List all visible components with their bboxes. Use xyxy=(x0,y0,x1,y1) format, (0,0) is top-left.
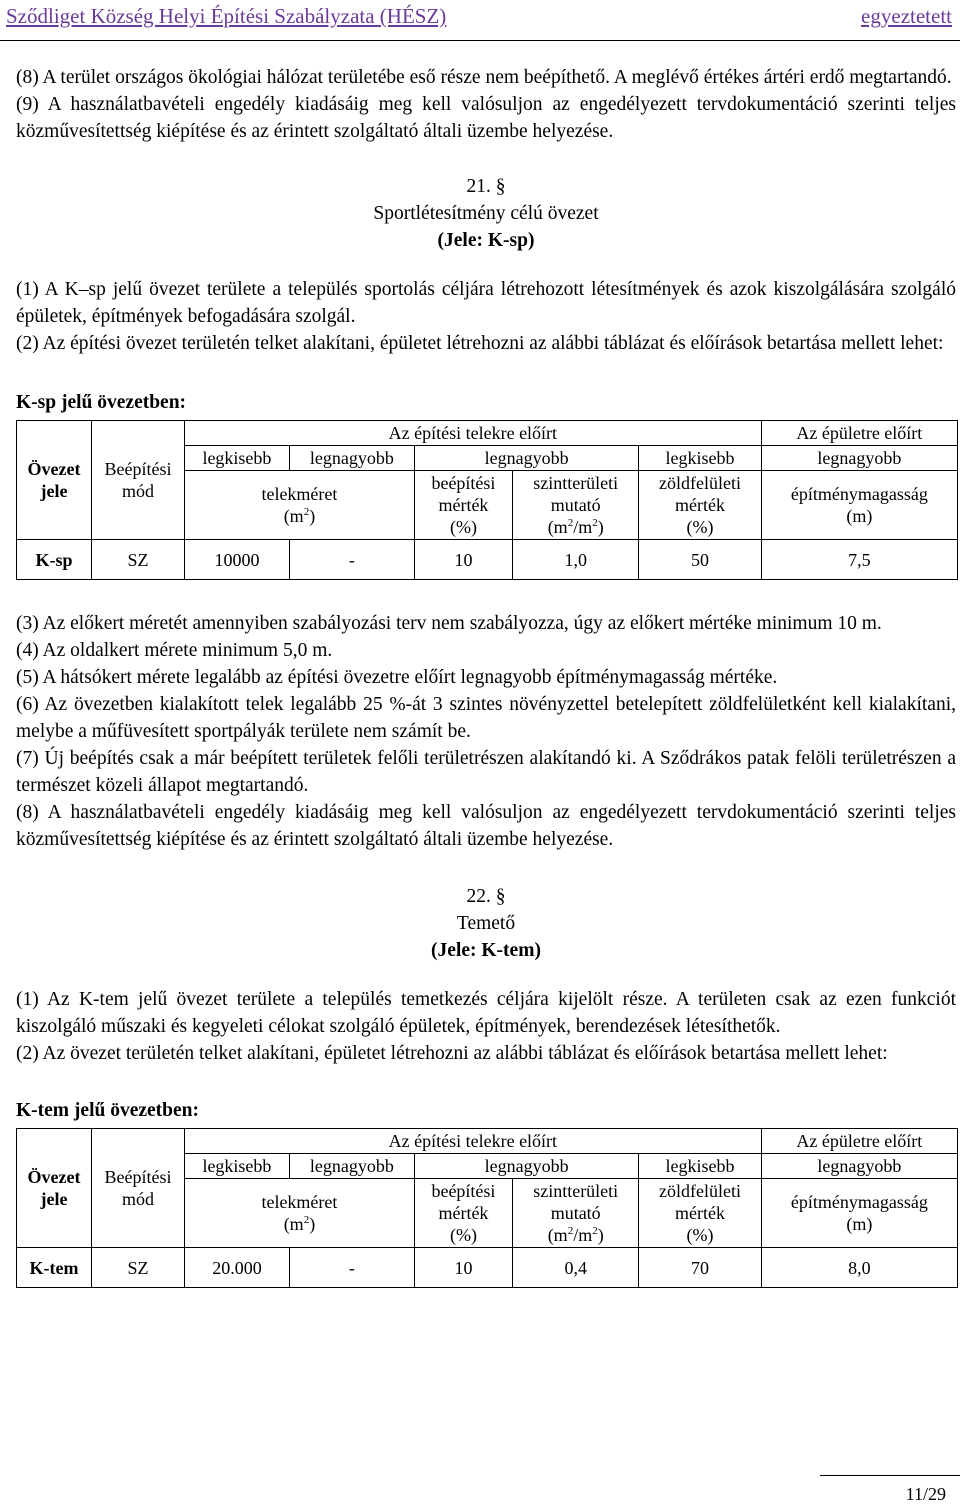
header-rule xyxy=(0,40,960,41)
section-title: Sportlétesítmény célú övezet xyxy=(373,203,599,224)
unit-m2: (m xyxy=(283,1214,304,1234)
col-mertek: mérték xyxy=(438,495,489,515)
document-title: Sződliget Község Helyi Építési Szabályzata (HÉSZ) xyxy=(6,4,447,28)
group-epuletre: Az épületre előírt xyxy=(761,421,957,446)
paragraph: (3) Az előkert méretét amennyiben szabályozási terv nem szabályozza, úgy az előkert mértéke minimum 10 m. xyxy=(16,613,882,634)
section-title: Temető xyxy=(456,913,516,934)
paragraph: (6) Az övezetben kialakított telek legalább 25 %-át 3 szintes növényzettel betelepített zöldfelületként kell kialakítani, melybe a műfüvesített sportpályák területe nem számít be. xyxy=(16,694,956,742)
col-jele: jele xyxy=(40,1189,68,1209)
unit-m: (m) xyxy=(846,1214,873,1234)
col-beepitesi: Beépítési xyxy=(104,459,172,479)
col-legnagyobb: legnagyobb xyxy=(414,446,638,471)
col-beepitesi: Beépítési xyxy=(104,1167,172,1187)
table-title: K-tem jelű övezetben: xyxy=(16,1100,200,1121)
col-mertek: mérték xyxy=(675,495,726,515)
col-jele: jele xyxy=(40,481,68,501)
table-cell: 10 xyxy=(414,1248,512,1288)
page-header xyxy=(0,0,960,44)
section-code: (Jele: K-sp) xyxy=(437,230,535,251)
table-cell: - xyxy=(289,540,414,580)
section-code: (Jele: K-tem) xyxy=(431,940,541,961)
col-legkisebb: legkisebb xyxy=(185,1154,290,1179)
col-mod: mód xyxy=(121,481,154,501)
footer-rule xyxy=(820,1475,960,1476)
table-cell: - xyxy=(289,1248,414,1288)
col-legkisebb: legkisebb xyxy=(185,446,290,471)
col-legnagyobb: legnagyobb xyxy=(761,1154,957,1179)
table-cell: 10000 xyxy=(185,540,290,580)
document-status: egyeztetett xyxy=(861,4,952,28)
paragraph: (7) Új beépítés csak a már beépített területek felőli területrészen alakítandó ki. A Sződrákos patak felöli területrészen a természet közeli állapot megtartandó. xyxy=(16,748,956,796)
table-cell: 0,4 xyxy=(513,1248,639,1288)
col-beepitesi-mertek: beépítési xyxy=(431,473,496,493)
unit-pct: (%) xyxy=(449,1225,477,1245)
paragraph: (9) A használatbavételi engedély kiadásáig meg kell valósuljon az engedélyezett tervdokumentáció szerinti teljes közművesítettség kiépítése és az érintett szolgáltató általi üzembe helyezése. xyxy=(16,94,956,142)
col-mutato: mutató xyxy=(550,1203,601,1223)
paragraph: (4) Az oldalkert mérete minimum 5,0 m. xyxy=(16,640,333,661)
col-telekmeret: telekméret xyxy=(261,1192,338,1212)
table-cell: 50 xyxy=(639,540,761,580)
col-legnagyobb: legnagyobb xyxy=(289,1154,414,1179)
col-zoldfeluleti: zöldfelületi xyxy=(659,1181,742,1201)
col-beepitesi-mertek: beépítési xyxy=(431,1181,496,1201)
col-legnagyobb: legnagyobb xyxy=(761,446,957,471)
col-szintteruleti: szintterületi xyxy=(533,1181,619,1201)
col-legnagyobb: legnagyobb xyxy=(289,446,414,471)
col-legnagyobb: legnagyobb xyxy=(414,1154,638,1179)
table-cell: 20.000 xyxy=(185,1248,290,1288)
table-cell: 1,0 xyxy=(513,540,639,580)
unit-pct: (%) xyxy=(686,1225,714,1245)
table-cell: 70 xyxy=(639,1248,761,1288)
table-cell: SZ xyxy=(92,1248,185,1288)
col-legkisebb: legkisebb xyxy=(639,1154,761,1179)
col-zoldfeluleti: zöldfelületi xyxy=(659,473,742,493)
unit-m2: (m xyxy=(283,506,304,526)
table-cell: 8,0 xyxy=(761,1248,957,1288)
table-cell: K-tem xyxy=(17,1248,92,1288)
col-epitmenymagassag: építménymagasság xyxy=(790,484,928,504)
col-mertek: mérték xyxy=(675,1203,726,1223)
paragraph: (8) A terület országos ökológiai hálózat területébe eső része nem beépíthető. A meglévő értékes ártéri erdő megtartandó. xyxy=(16,67,952,88)
section-number: 22. § xyxy=(466,886,506,907)
col-legkisebb: legkisebb xyxy=(639,446,761,471)
paragraph: (2) Az építési övezet területén telket alakítani, épületet létrehozni az alábbi táblázat és előírások betartása mellett lehet: xyxy=(16,333,944,354)
paragraph: (8) A használatbavételi engedély kiadásáig meg kell valósuljon az engedélyezett tervdokumentáció szerinti teljes közművesítettség kiépítése és az érintett szolgáltató általi üzembe helyezése. xyxy=(16,802,956,850)
paragraph: (2) Az övezet területén telket alakítani, épületet létrehozni az alábbi táblázat és előírások betartása mellett lehet: xyxy=(16,1043,888,1064)
table-cell: K-sp xyxy=(17,540,92,580)
paragraph: (5) A hátsókert mérete legalább az építési övezetre előírt legnagyobb építménymagasság mértéke. xyxy=(16,667,778,688)
col-telekmeret: telekméret xyxy=(261,484,338,504)
col-ovezet: Övezet xyxy=(27,459,81,479)
col-epitmenymagassag: építménymagasság xyxy=(790,1192,928,1212)
group-epuletre: Az épületre előírt xyxy=(761,1129,957,1154)
section-number: 21. § xyxy=(466,176,506,197)
col-mutato: mutató xyxy=(550,495,601,515)
paragraph: (1) A K–sp jelű övezet területe a település sportolás céljára létrehozott létesítmények és azok kiszolgálására szolgáló épületek, építmények befogadására szolgál. xyxy=(16,279,956,327)
group-telekre: Az építési telekre előírt xyxy=(185,1129,762,1154)
unit-pct: (%) xyxy=(449,517,477,537)
paragraph: (1) Az K-tem jelű övezet területe a település temetkezés céljára kijelölt része. A területen csak az ezen funkciót kiszolgáló műszaki és kegyeleti célokat szolgáló épületek, építmények, berendezések létesíthetők. xyxy=(16,989,956,1037)
table-cell: SZ xyxy=(92,540,185,580)
unit-m: (m) xyxy=(846,506,873,526)
table-cell: 7,5 xyxy=(761,540,957,580)
unit-pct: (%) xyxy=(686,517,714,537)
page-number: 11/29 xyxy=(905,1484,946,1504)
col-mertek: mérték xyxy=(438,1203,489,1223)
col-szintteruleti: szintterületi xyxy=(533,473,619,493)
col-ovezet: Övezet xyxy=(27,1167,81,1187)
page-content xyxy=(16,64,956,1288)
group-telekre: Az építési telekre előírt xyxy=(185,421,762,446)
zoning-table-k-sp: Övezet jele Beépítési mód Az építési telekre előírt Az épületre előírt legkisebb legnagyobb legnagyobb legkisebb legnagyobb telekméret $(m^2)$ beépítési mérték (%) szintterületi mutató $(m^2/m^2)$ zöldfelületi mérték (%) építménymagasság (m) K-sp SZ 10000 - 10 1,0 50 7,5 xyxy=(16,420,958,580)
table-title: K-sp jelű övezetben: xyxy=(16,392,187,413)
table-cell: 10 xyxy=(414,540,512,580)
zoning-table-k-tem: Övezet jele Beépítési mód Az építési telekre előírt Az épületre előírt legkisebb legnagyobb legnagyobb legkisebb legnagyobb telekméret $(m^2)$ beépítési mérték (%) szintterületi mutató $(m^2/m^2)$ zöldfelületi mérték (%) építménymagasság (m) K-tem SZ 20.000 - 10 0,4 70 8,0 xyxy=(16,1128,958,1288)
col-mod: mód xyxy=(121,1189,154,1209)
